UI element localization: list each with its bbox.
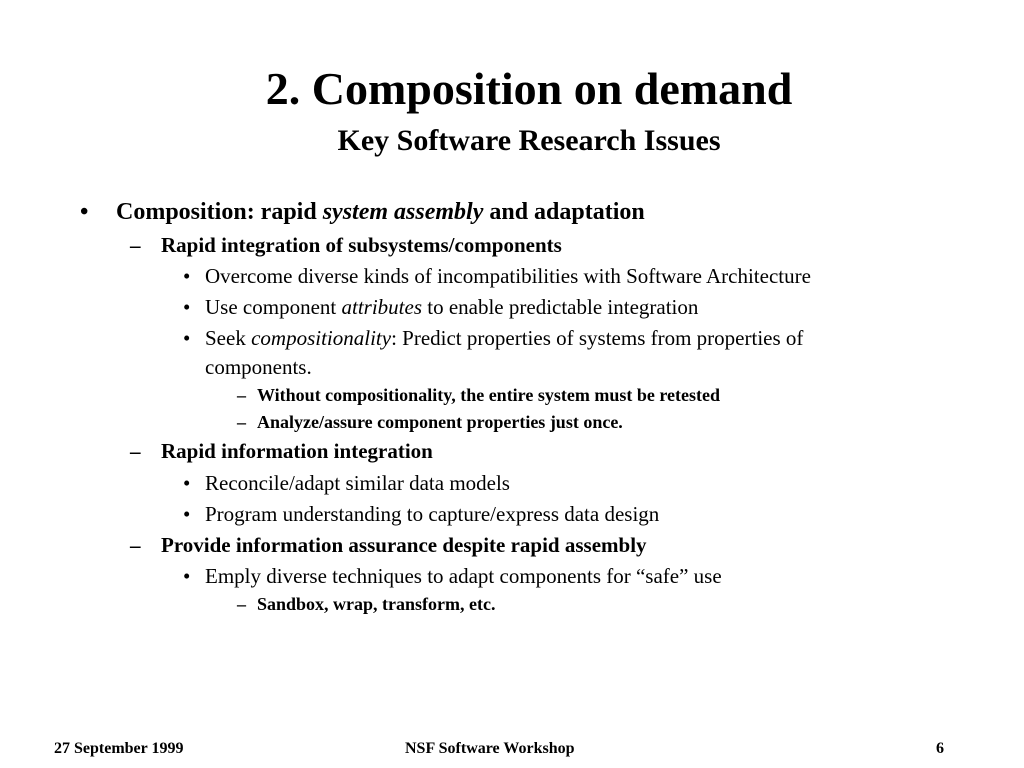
bullet-text: Composition: rapid <box>116 199 323 225</box>
bullet-marker: • <box>80 199 89 225</box>
bullet-composition <box>116 199 645 226</box>
bullet-text: : Predict properties of systems from properties of <box>391 326 804 350</box>
dash-marker: – <box>130 439 141 463</box>
footer-date: 27 September 1999 <box>54 740 184 757</box>
bullet-emphasis: compositionality <box>251 326 392 350</box>
bullet-retested: Without compositionality, the entire system must be retested <box>257 385 720 405</box>
bullet-emphasis: system assembly <box>322 199 484 225</box>
bullet-text: Use component <box>205 295 342 319</box>
bullet-marker: • <box>183 295 191 319</box>
dash-marker: – <box>237 412 246 432</box>
bullet-information-integration: Rapid information integration <box>161 439 433 463</box>
dash-marker: – <box>237 385 246 405</box>
bullet-compositionality-continued: components. <box>205 355 312 379</box>
bullet-marker: • <box>183 471 191 495</box>
slide-title: 2. Composition on demand <box>265 63 793 114</box>
bullet-text: to enable predictable integration <box>422 295 699 319</box>
bullet-rapid-integration: Rapid integration of subsystems/components <box>161 233 562 257</box>
bullet-text: Seek <box>205 326 252 350</box>
bullet-component-attributes <box>205 295 698 320</box>
bullet-data-models: Reconcile/adapt similar data models <box>205 471 510 495</box>
dash-marker: – <box>130 533 141 557</box>
bullet-safe-use: Emply diverse techniques to adapt components for “safe” use <box>205 564 722 588</box>
bullet-marker: • <box>183 326 191 350</box>
bullet-marker: • <box>183 564 191 588</box>
bullet-incompatibilities: Overcome diverse kinds of incompatibilities with Software Architecture <box>205 264 811 288</box>
bullet-text: and adaptation <box>483 199 645 225</box>
bullet-emphasis: attributes <box>341 295 422 319</box>
bullet-assure-once: Analyze/assure component properties just once. <box>257 412 623 432</box>
bullet-program-understanding: Program understanding to capture/express data design <box>205 502 660 526</box>
footer-event: NSF Software Workshop <box>405 740 575 757</box>
bullet-sandbox: Sandbox, wrap, transform, etc. <box>257 594 496 614</box>
bullet-marker: • <box>183 264 191 288</box>
slide-subtitle: Key Software Research Issues <box>337 124 721 157</box>
dash-marker: – <box>237 594 246 614</box>
dash-marker: – <box>130 233 141 257</box>
footer-page-number: 6 <box>936 740 944 757</box>
bullet-information-assurance: Provide information assurance despite rapid assembly <box>161 533 647 557</box>
bullet-marker: • <box>183 502 191 526</box>
bullet-compositionality <box>205 326 803 351</box>
